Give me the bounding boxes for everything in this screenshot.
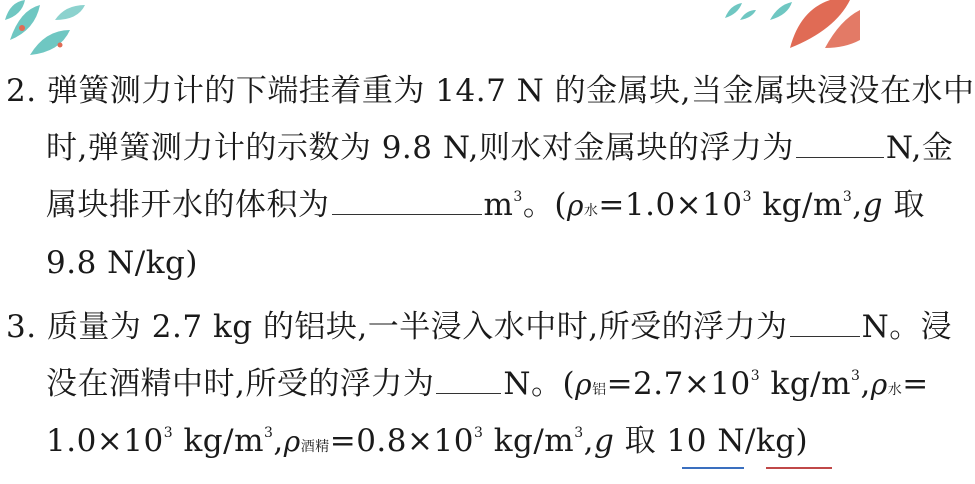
problem-text: 没在酒精中时,所受的浮力为	[46, 366, 435, 402]
answer-blank[interactable]	[436, 392, 501, 394]
problem-text: kg/m	[173, 423, 264, 459]
unit-text: m	[483, 187, 514, 223]
problem-text: 质量为 2.7 kg 的铝块,一半浸入水中时,所受的浮力为	[46, 309, 788, 345]
g-symbol: g	[862, 187, 883, 223]
exponent: 3	[473, 425, 484, 441]
problem-text: N。浸	[861, 309, 953, 345]
problem-text: kg/m	[483, 423, 575, 459]
problem-text: N。(	[503, 366, 576, 402]
exponent: 3	[842, 189, 853, 205]
problem-text: 1.0×10	[46, 423, 164, 459]
subscript: 铝	[592, 382, 607, 398]
problem-3-line-1	[6, 309, 953, 345]
problem-3-line-2	[46, 366, 929, 402]
exponent: 3	[742, 189, 753, 205]
problem-text: 。(	[522, 187, 567, 223]
exponent: 3	[574, 425, 584, 441]
subscript: 水	[887, 382, 903, 398]
problem-number: 3.	[6, 309, 37, 345]
problem-text: ,	[273, 423, 284, 459]
exponent: 3	[163, 425, 174, 441]
problem-text: 9.8 N/kg)	[46, 245, 198, 281]
rho-symbol: ρ	[870, 368, 888, 401]
problem-text: =2.7×10	[606, 366, 751, 402]
problem-text: kg/m	[760, 366, 852, 402]
red-underline-bar	[766, 467, 832, 469]
problem-text: kg/m	[752, 187, 843, 223]
subscript: 酒精	[300, 439, 330, 455]
problem-text: N,金	[885, 130, 954, 166]
problem-text: 弹簧测力计的下端挂着重为 14.7 N 的金属块,当金属块浸没在水中	[46, 73, 975, 109]
exponent: 3	[750, 368, 761, 384]
problem-text: 时,弹簧测力计的示数为 9.8 N,则水对金属块的浮力为	[46, 130, 794, 166]
subscript: 水	[583, 203, 599, 219]
answer-blank[interactable]	[790, 335, 860, 337]
problem-text: ,	[860, 366, 871, 402]
exponent: 3	[851, 368, 861, 384]
rho-symbol: ρ	[575, 368, 593, 401]
problem-text: 取 10 N/kg)	[614, 423, 809, 459]
problem-number: 2.	[6, 73, 37, 109]
problem-text: 取	[883, 187, 925, 223]
answer-blank[interactable]	[796, 156, 884, 158]
problem-text: =1.0×10	[598, 187, 743, 223]
problem-text: =0.8×10	[329, 423, 474, 459]
problem-3-line-3	[46, 423, 809, 459]
leaf-decoration-top-right	[730, 0, 860, 48]
problem-text: =	[902, 366, 929, 402]
problem-2-line-2	[46, 130, 954, 166]
answer-blank[interactable]	[332, 213, 482, 215]
rho-symbol: ρ	[283, 425, 301, 458]
exponent: 3	[263, 425, 274, 441]
exponent: 3	[513, 189, 523, 205]
blue-underline-bar	[682, 467, 744, 469]
problem-text: ,	[852, 187, 863, 223]
problem-2-line-1	[6, 73, 975, 109]
problem-2-line-4	[46, 245, 198, 281]
g-symbol: g	[593, 423, 615, 459]
rho-symbol: ρ	[566, 189, 584, 222]
problem-text: ,	[583, 423, 594, 459]
problem-2-line-3	[46, 187, 925, 223]
leaf-decoration-top-left	[0, 0, 110, 70]
problem-text: 属块排开水的体积为	[46, 187, 330, 223]
